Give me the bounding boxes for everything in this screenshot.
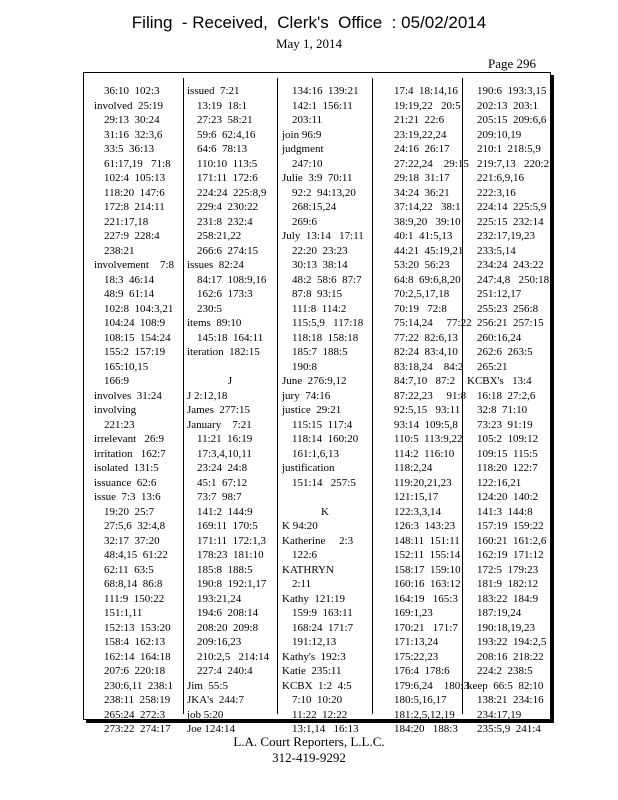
index-entry: involvement 7:8 — [94, 259, 175, 271]
index-entry: 2:11 — [292, 578, 312, 590]
index-entry: 142:1 156:11 — [292, 99, 353, 112]
index-column-1 — [94, 84, 174, 737]
index-entry: 33:5 36:13 — [104, 143, 155, 155]
index-column-5 — [467, 84, 549, 737]
index-entry: 269:6 — [292, 215, 318, 228]
index-entry: 21:21 22:6 — [394, 114, 445, 126]
index-entry: 172:5 179:23 — [477, 563, 539, 576]
index-entry: 170:21 171:7 — [394, 621, 458, 634]
index-entry: jury 74:16 — [282, 389, 331, 402]
index-entry: 84:17 108:9,16 — [197, 273, 267, 286]
index-entry: justification — [282, 462, 335, 474]
index-entry: 145:18 164:11 — [197, 331, 264, 344]
index-entry: iteration 182:15 — [187, 346, 260, 358]
index-entry: 260:16,24 — [477, 331, 522, 344]
index-entry: 184:20 188:3 — [394, 723, 458, 735]
index-entry: 126:3 143:23 — [394, 520, 456, 532]
index-entry: 53:20 56:23 — [394, 259, 450, 271]
index-entry: 265:21 — [477, 360, 508, 373]
index-entry: 194:6 208:14 — [197, 607, 259, 619]
index-entry: 87:8 93:15 — [292, 288, 343, 300]
page-number: Page 296 — [488, 56, 537, 71]
index-entry: 266:6 274:15 — [197, 244, 259, 257]
index-entry: January 7:21 — [187, 418, 252, 431]
index-entry: June 276:9,12 — [282, 375, 347, 387]
index-entry: 87:22,23 91:8 — [394, 389, 467, 402]
index-entry: 159:9 163:11 — [292, 607, 353, 619]
index-entry: 224:14 225:5,9 — [477, 201, 547, 213]
index-entry: 118:14 160:20 — [292, 433, 359, 445]
index-entry: 122:3,3,14 — [394, 505, 442, 518]
index-entry: 34:24 36:21 — [394, 186, 450, 199]
index-entry: KCBX 1:2 4:5 — [282, 679, 352, 692]
index-entry: Kathy's 192:3 — [282, 650, 346, 663]
index-entry: 29:18 31:17 — [394, 172, 450, 184]
index-entry: 151:1,11 — [104, 607, 143, 619]
index-entry: 17:4 18:14,16 — [394, 85, 458, 97]
index-entry: 164:19 165:3 — [394, 592, 458, 605]
index-entry: keep 66:5 82:10 — [467, 679, 544, 692]
index-entry: 109:15 115:5 — [477, 447, 538, 460]
index-entry: issuance 62:6 — [94, 476, 157, 489]
index-entry: 93:14 109:5,8 — [394, 418, 458, 431]
index-entry: 238:21 — [104, 244, 135, 257]
index-entry: 61:17,19 71:8 — [104, 157, 171, 170]
index-entry: 141:2 144:9 — [197, 505, 253, 518]
index-entry: 176:4 178:6 — [394, 665, 450, 677]
index-entry: 64:6 78:13 — [197, 143, 248, 155]
index-entry: 165:10,15 — [104, 360, 149, 373]
index-entry: 141:3 144:8 — [477, 505, 533, 518]
index-entry: 114:2 116:10 — [394, 447, 455, 460]
index-entry — [282, 490, 368, 505]
index-entry: 210:2,5 214:14 — [197, 650, 270, 663]
index-entry: 202:13 203:1 — [477, 99, 539, 112]
index-entry: 161:1,6,13 — [292, 447, 340, 460]
index-entry: 225:15 232:14 — [477, 215, 544, 228]
index-entry: 162:6 173:3 — [197, 288, 253, 300]
index-entry: 152:13 153:20 — [104, 621, 171, 634]
index-entry: James 277:15 — [187, 404, 250, 416]
index-entry: 118:20 147:6 — [104, 186, 165, 199]
index-entry: 190:8 — [292, 360, 318, 373]
index-entry: 70:2,5,17,18 — [394, 288, 450, 300]
index-entry: 224:24 225:8,9 — [197, 186, 267, 199]
index-entry: 7:10 10:20 — [292, 694, 343, 706]
column-divider — [277, 78, 278, 714]
index-entry: 124:20 140:2 — [477, 491, 539, 503]
index-entry: 179:6,24 180:3 — [394, 679, 469, 692]
index-entry: 122:6 — [292, 549, 318, 561]
index-entry: 205:15 209:6,6 — [477, 114, 547, 126]
index-entry: 11:21 16:19 — [197, 433, 253, 445]
index-entry: 23:24 24:8 — [197, 462, 248, 474]
index-entry: 203:11 — [292, 114, 323, 126]
index-entry: 59:6 62:4,16 — [197, 128, 256, 141]
index-entry: 119:20,21,23 — [394, 476, 452, 489]
index-entry: 247:10 — [292, 157, 323, 170]
index-entry: 13:19 18:1 — [197, 99, 248, 112]
index-entry: 219:7,13 220:2 — [477, 157, 550, 170]
index-entry: Kathy 121:19 — [282, 592, 345, 605]
index-entry: 207:6 220:18 — [104, 665, 166, 677]
index-entry: 168:24 171:7 — [292, 621, 354, 634]
index-entry: 23:19,22,24 — [394, 128, 447, 141]
index-entry: 181:9 182:12 — [477, 578, 539, 590]
index-entry: 193:21,24 — [197, 592, 242, 605]
index-entry: 64:8 69:6,8,20 — [394, 273, 461, 286]
document-date: May 1, 2014 — [275, 36, 343, 51]
index-entry: 160:21 161:2,6 — [477, 534, 547, 547]
index-entry: join 96:9 — [282, 128, 322, 141]
index-entry: 32:8 71:10 — [477, 404, 528, 416]
index-entry: 27:5,6 32:4,8 — [104, 520, 166, 532]
index-entry: K 94:20 — [282, 520, 318, 532]
index-entry: 73:23 91:19 — [477, 418, 533, 431]
index-entry: 162:14 164:18 — [104, 650, 171, 663]
index-entry: involving — [94, 404, 137, 416]
index-entry: irrelevant 26:9 — [94, 433, 164, 445]
index-entry: 11:22 12:22 — [292, 708, 348, 721]
index-entry: 36:10 102:3 — [104, 85, 160, 97]
index-entry: 230:6,11 238:1 — [104, 679, 173, 692]
index-entry: 171:13,24 — [394, 636, 439, 648]
index-entry: justice 29:21 — [282, 404, 342, 416]
index-entry: Joe 124:14 — [187, 723, 235, 735]
index-entry: 83:18,24 84:2 — [394, 360, 464, 373]
index-entry: 193:22 194:2,5 — [477, 636, 547, 648]
index-entry: 255:23 256:8 — [477, 302, 539, 315]
index-entry: 45:1 67:12 — [197, 476, 248, 489]
index-entry: Katie 235:11 — [282, 665, 342, 677]
index-entry: 169:1,23 — [394, 607, 433, 619]
index-entry: items 89:10 — [187, 317, 242, 329]
footer-phone: 312-419-9292 — [272, 750, 346, 765]
index-entry: 13:1,14 16:13 — [292, 723, 359, 735]
index-entry: 172:8 214:11 — [104, 201, 165, 213]
index-entry: 40:1 41:5,13 — [394, 230, 453, 242]
index-entry: 110:5 113:9,22 — [394, 433, 463, 445]
index-entry: 191:12,13 — [292, 636, 337, 648]
index-entry: 115:15 117:4 — [292, 418, 353, 431]
index-entry: Julie 3:9 70:11 — [282, 172, 353, 184]
index-entry: 27:23 58:21 — [197, 114, 253, 126]
index-entry: 175:22,23 — [394, 650, 439, 663]
index-entry: 68:8,14 86:8 — [104, 578, 163, 590]
index-entry: 187:19,24 — [477, 607, 522, 619]
index-entry: 38:9,20 39:10 — [394, 215, 461, 228]
index-entry: J — [227, 375, 233, 387]
index-entry: 32:17 37:20 — [104, 534, 160, 547]
index-entry: 232:17,19,23 — [477, 230, 536, 242]
index-entry: 62:11 63:5 — [104, 563, 154, 576]
index-entry: 190:8 192:1,17 — [197, 578, 267, 590]
index-entry: 262:6 263:5 — [477, 346, 533, 358]
index-entry: KATHRYN — [282, 563, 334, 576]
index-entry: issue 7:3 13:6 — [94, 491, 161, 503]
index-entry: 82:24 83:4,10 — [394, 346, 458, 358]
index-entry: 19:20 25:7 — [104, 505, 155, 518]
index-entry: 73:7 98:7 — [197, 491, 242, 503]
index-entry: 31:16 32:3,6 — [104, 128, 163, 141]
index-entry: 181:2,5,12,19 — [394, 708, 455, 721]
index-entry: 44:21 45:19,21 — [394, 244, 464, 257]
index-entry: 104:24 108:9 — [104, 317, 166, 329]
index-entry: 92:5,15 93:11 — [394, 404, 461, 416]
index-entry: 152:11 155:14 — [394, 549, 461, 561]
index-entry: 258:21,22 — [197, 230, 242, 242]
index-entry: 148:11 151:11 — [394, 534, 460, 547]
index-entry: 180:5,16,17 — [394, 694, 447, 706]
index-entry: 108:15 154:24 — [104, 331, 171, 344]
index-entry: 251:12,17 — [477, 288, 522, 300]
index-entry: 102:8 104:3,21 — [104, 302, 174, 315]
index-column-2 — [187, 84, 273, 737]
index-entry: Jim 55:5 — [187, 679, 228, 692]
index-entry: 190:18,19,23 — [477, 621, 536, 634]
index-entry: 157:19 159:22 — [477, 520, 544, 532]
index-column-4 — [384, 84, 472, 737]
index-entry: 166:9 — [104, 375, 130, 387]
filing-stamp: Filing - Received, Clerk's Office : 05/02/2014 — [131, 13, 487, 32]
index-entry: 105:2 109:12 — [477, 433, 539, 445]
index-entry: 221:23 — [104, 418, 135, 431]
index-entry: 256:21 257:15 — [477, 317, 544, 329]
index-entry: 231:8 232:4 — [197, 215, 253, 228]
index-entry: 19:19,22 20:5 — [394, 99, 461, 112]
index-entry: 29:13 30:24 — [104, 114, 160, 126]
index-entry: 24:16 26:17 — [394, 143, 450, 155]
index-entry: 16:18 27:2,6 — [477, 389, 536, 402]
index-entry: 48:2 58:6 87:7 — [292, 273, 362, 286]
index-entry: 171:11 172:1,3 — [197, 534, 266, 547]
index-entry: issues 82:24 — [187, 259, 244, 271]
index-entry: 227:9 228:4 — [104, 230, 160, 242]
index-entry: 37:14,22 38:1 — [394, 201, 461, 213]
index-entry: isolated 131:5 — [94, 462, 159, 474]
index-entry: 230:5 — [197, 302, 223, 315]
index-entry: 209:10,19 — [477, 128, 522, 141]
index-entry: 110:10 113:5 — [197, 157, 258, 170]
index-entry: 151:14 257:5 — [292, 476, 356, 489]
index-entry: judgment — [282, 143, 324, 155]
index-entry: 178:23 181:10 — [197, 549, 264, 561]
index-entry: 70:19 72:8 — [394, 302, 447, 315]
index-entry: 138:21 234:16 — [477, 694, 544, 706]
column-divider — [183, 78, 184, 714]
index-entry: 234:17,19 — [477, 708, 522, 721]
index-entry: irritation 162:7 — [94, 447, 166, 460]
index-entry: 169:11 170:5 — [197, 520, 258, 532]
index-entry: Katherine 2:3 — [282, 534, 354, 547]
index-entry: 30:13 38:14 — [292, 259, 348, 271]
index-entry: 84:7,10 87:2 — [394, 375, 456, 387]
index-entry: job 5:20 — [187, 708, 224, 721]
index-entry: 92:2 94:13,20 — [292, 186, 356, 199]
index-entry: 183:22 184:9 — [477, 592, 539, 605]
index-entry: 111:9 150:22 — [104, 592, 165, 605]
index-entry: 48:4,15 61:22 — [104, 549, 168, 561]
index-entry: 224:2 238:5 — [477, 665, 533, 677]
index-entry: K — [321, 505, 329, 518]
index-entry: 190:6 193:3,15 — [477, 85, 547, 97]
index-entry: 48:9 61:14 — [104, 288, 155, 300]
index-entry: JKA's 244:7 — [187, 694, 244, 706]
index-entry: 121:15,17 — [394, 491, 439, 503]
index-entry: 118:2,24 — [394, 462, 433, 474]
index-entry: July 13:14 17:11 — [282, 230, 364, 242]
index-entry: 122:16,21 — [477, 476, 522, 489]
index-entry: KCBX's 13:4 — [467, 375, 532, 387]
index-entry: 118:18 158:18 — [292, 331, 359, 344]
index-entry: 22:20 23:23 — [292, 244, 348, 257]
index-entry: 221:6,9,16 — [477, 172, 525, 184]
index-entry: 229:4 230:22 — [197, 201, 259, 213]
index-entry: 158:4 162:13 — [104, 636, 166, 648]
index-entry: 208:16 218:22 — [477, 650, 544, 663]
index-entry: involved 25:19 — [94, 99, 164, 112]
index-entry: 238:11 258:19 — [104, 694, 171, 706]
index-entry: 77:22 82:6,13 — [394, 331, 458, 344]
index-entry: 134:16 139:21 — [292, 85, 359, 97]
index-entry: 158:17 159:10 — [394, 563, 461, 576]
footer-company: L.A. Court Reporters, L.L.C. — [233, 734, 385, 749]
index-entry: 115:5,9 117:18 — [292, 317, 364, 329]
index-entry: 27:22,24 29:15 — [394, 157, 469, 170]
column-divider — [372, 78, 373, 714]
index-entry: 17:3,4,10,11 — [197, 447, 252, 460]
index-entry: 102:4 105:13 — [104, 172, 166, 184]
index-entry: 208:20 209:8 — [197, 621, 259, 634]
index-entry: 160:16 163:12 — [394, 578, 461, 590]
index-entry: 265:24 272:3 — [104, 708, 166, 721]
index-entry: 185:8 188:5 — [197, 563, 253, 576]
index-entry: 234:24 243:22 — [477, 259, 544, 271]
index-entry: J 2:12,18 — [187, 389, 228, 402]
index-entry: issued 7:21 — [187, 85, 240, 97]
index-entry: 221:17,18 — [104, 215, 149, 228]
index-entry: 185:7 188:5 — [292, 346, 348, 358]
index-entry: 75:14,24 77:22 — [394, 317, 472, 329]
index-entry: 171:11 172:6 — [197, 172, 258, 184]
index-entry: 233:5,14 — [477, 244, 516, 257]
index-entry: 162:19 171:12 — [477, 549, 544, 561]
index-entry: 247:4,8 250:18 — [477, 273, 550, 286]
index-entry: involves 31:24 — [94, 389, 162, 402]
index-entry: 209:16,23 — [197, 636, 242, 648]
index-entry: 18:3 46:14 — [104, 273, 155, 286]
index-entry: 111:8 114:2 — [292, 302, 347, 315]
index-entry: 273:22 274:17 — [104, 723, 171, 735]
index-entry: 268:15,24 — [292, 201, 337, 213]
index-entry: 222:3,16 — [477, 186, 516, 199]
index-entry: 235:5,9 241:4 — [477, 723, 541, 735]
index-entry — [187, 360, 273, 375]
index-entry: 227:4 240:4 — [197, 665, 253, 677]
index-entry: 118:20 122:7 — [477, 462, 538, 474]
index-column-3 — [282, 84, 368, 737]
index-entry: 210:1 218:5,9 — [477, 143, 541, 155]
index-entry: 155:2 157:19 — [104, 346, 166, 358]
